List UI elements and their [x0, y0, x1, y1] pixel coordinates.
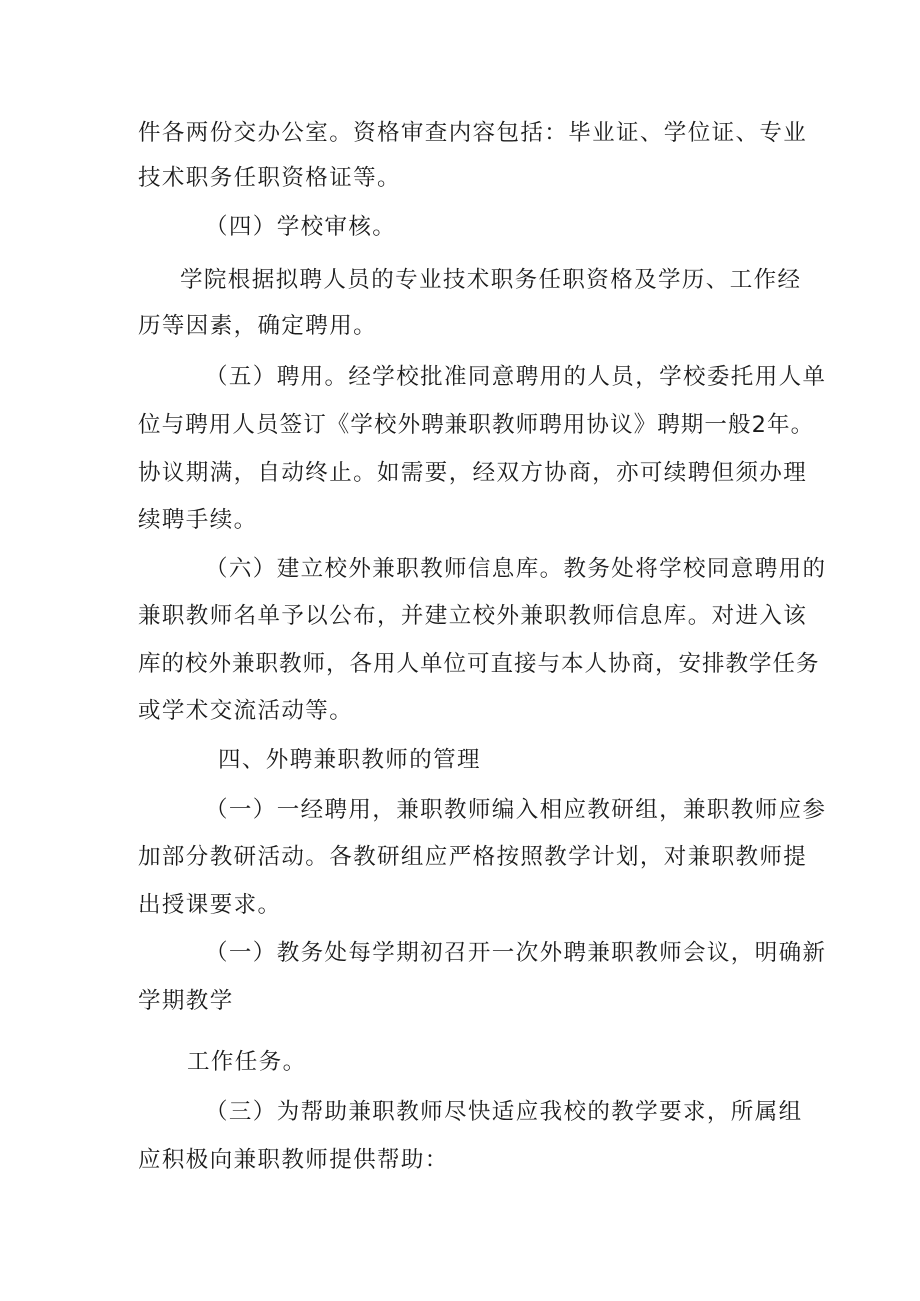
text-line: 学期教学	[138, 988, 234, 1014]
text-line: （三）为帮助兼职教师尽快适应我校的教学要求，所属组	[205, 1099, 803, 1125]
text-line: 学院根据拟聘人员的专业技术职务任职资格及学历、工作经	[180, 267, 802, 293]
text-line: （六）建立校外兼职教师信息库。教务处将学校同意聘用的	[205, 556, 827, 582]
text-line: 或学术交流活动等。	[138, 698, 354, 724]
text-line: 续聘手续。	[138, 507, 258, 533]
text-line: 历等因素，确定聘用。	[138, 313, 378, 339]
text-line: 技术职务任职资格证等。	[138, 165, 401, 191]
text-line: 应积极向兼职教师提供帮助：	[138, 1147, 449, 1173]
section-heading: （四）学校审核。	[205, 214, 397, 240]
text-line: 加部分教研活动。各教研组应严格按照教学计划，对兼职教师提	[138, 844, 808, 870]
section-heading: 四、外聘兼职教师的管理	[218, 747, 481, 773]
text-line: 出授课要求。	[138, 892, 282, 918]
text-line: 兼职教师名单予以公布，并建立校外兼职教师信息库。对进入该	[138, 603, 808, 629]
text-line: （五）聘用。经学校批准同意聘用的人员，学校委托用人单	[205, 364, 827, 390]
text-line: 库的校外兼职教师，各用人单位可直接与本人协商，安排教学任务	[138, 651, 820, 677]
text-line: 协议期满，自动终止。如需要，经双方协商，亦可续聘但须办理	[138, 460, 808, 486]
text-line: 位与聘用人员签订《学校外聘兼职教师聘用协议》聘期一般2年。	[138, 412, 815, 438]
text-line: 件各两份交办公室。资格审查内容包括：毕业证、学位证、专业	[138, 120, 808, 146]
text-line: （一）一经聘用，兼职教师编入相应教研组，兼职教师应参	[205, 797, 827, 823]
text-line: 工作任务。	[187, 1049, 307, 1075]
text-line: （一）教务处每学期初召开一次外聘兼职教师会议，明确新	[205, 940, 827, 966]
